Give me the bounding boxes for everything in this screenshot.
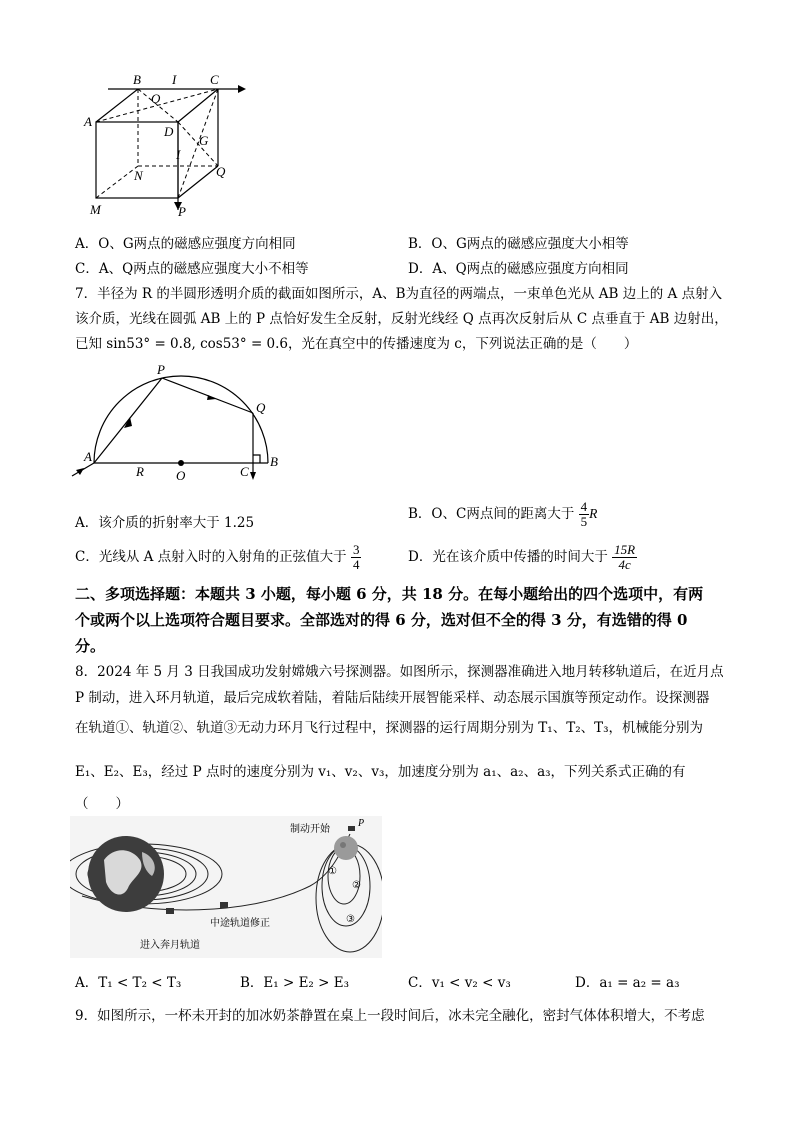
- q7-option-c-numerator: 3: [352, 542, 360, 557]
- orbit-label-2: ②: [352, 880, 361, 891]
- q7-option-b-denominator: 5: [580, 514, 588, 529]
- orbit-label-3: ③: [346, 914, 355, 925]
- q6-option-d[interactable]: D．A、Q两点的磁感应强度方向相同: [408, 261, 629, 277]
- q8-stem-line1: 8．2024 年 5 月 3 日我国成功发射嫦娥六号探测器。如图所示，探测器准确进入地月转移轨道后，在近月点: [75, 664, 724, 680]
- q7-option-b-fraction: [579, 500, 590, 529]
- q7-option-b-tail: R: [589, 506, 598, 521]
- cube-label-D: D: [164, 124, 174, 139]
- q6-option-a[interactable]: A．O、G两点的磁感应强度方向相同: [75, 236, 296, 252]
- cube-label-I-mid: I: [176, 147, 181, 162]
- cube-label-N: N: [134, 168, 143, 183]
- q7-stem-line1: 7．半径为 R 的半圆形透明介质的截面如图所示，A、B为直径的两端点，一束单色光从 AB 边上的 A 点射入: [75, 286, 723, 302]
- orbit-label-braking: 制动开始: [290, 824, 330, 835]
- q8-option-d[interactable]: D．a₁ = a₂ = a₃: [575, 975, 680, 991]
- q7-option-c-denominator: 4: [352, 557, 360, 572]
- semicircle-label-B: B: [270, 454, 278, 469]
- q7-option-a[interactable]: A．该介质的折射率大于 1.25: [75, 515, 255, 531]
- section2-heading-line2: 个或两个以上选项符合题目要求。全部选对的得 6 分，选对但不全的得 3 分，有选错的得 0: [75, 611, 688, 629]
- q6-option-b[interactable]: B．O、G两点的磁感应强度大小相等: [408, 236, 629, 252]
- semicircle-label-O: O: [176, 468, 186, 483]
- semicircle-label-C: C: [240, 464, 249, 479]
- q7-option-d-denominator: 4c: [618, 557, 631, 572]
- q8-stem-line2: P 制动，进入环月轨道，最后完成软着陆，着陆后陆续开展智能采样、动态展示国旗等预定动作。设探测器: [75, 690, 710, 706]
- q8-option-a[interactable]: A．T₁ < T₂ < T₃: [75, 975, 182, 991]
- cube-label-A: A: [84, 114, 92, 129]
- orbit-figure: [70, 816, 382, 958]
- cube-label-Q: Q: [216, 164, 226, 179]
- orbit-label-1: ①: [328, 866, 337, 877]
- orbit-label-P: P: [358, 818, 365, 829]
- q6-option-c[interactable]: C．A、Q两点的磁感应强度大小不相等: [75, 261, 309, 277]
- cube-label-B: B: [133, 72, 141, 87]
- cube-label-P: P: [178, 204, 186, 219]
- q7-option-d-numerator: 15R: [614, 542, 636, 557]
- q7-option-d[interactable]: [408, 543, 637, 572]
- q7-option-d-fraction: [612, 543, 637, 572]
- q7-option-b-text: B．O、C两点间的距离大于: [408, 506, 575, 522]
- section2-heading-line3: 分。: [75, 637, 106, 655]
- moon-globe: [334, 836, 358, 860]
- semicircle-label-A: A: [84, 449, 92, 464]
- q8-option-c[interactable]: C．v₁ < v₂ < v₃: [408, 975, 511, 991]
- q8-option-b[interactable]: B．E₁ > E₂ > E₃: [240, 975, 350, 991]
- q8-stem-line4: E₁、E₂、E₃，经过 P 点时的速度分别为 v₁、v₂、v₃，加速度分别为 a₁、a₂、a₃，下列关系式正确的有: [75, 764, 686, 780]
- cube-label-M: M: [90, 202, 101, 217]
- cube-label-I-top: I: [172, 72, 177, 87]
- q7-option-c[interactable]: [75, 543, 361, 572]
- q7-stem-line2: 该介质，光线在圆弧 AB 上的 P 点恰好发生全反射，反射光线经 Q 点再次反射后从 C 点垂直于 AB 边射出，: [75, 311, 728, 327]
- semicircle-label-R: R: [136, 464, 144, 479]
- q7-stem-line3: 已知 sin53° = 0.8, cos53° = 0.6，光在真空中的传播速度为 c，下列说法正确的是（ ）: [75, 336, 638, 352]
- section2-heading-line1: 二、多项选择题：本题共 3 小题，每小题 6 分，共 18 分。在每小题给出的四个选项中，有两: [75, 585, 704, 603]
- cube-figure: [78, 68, 258, 220]
- semicircle-label-Q: Q: [256, 400, 266, 415]
- q7-option-d-text: D．光在该介质中传播的时间大于: [408, 549, 608, 565]
- q7-option-b-numerator: 4: [580, 499, 588, 514]
- q7-option-c-text: C．光线从 A 点射入时的入射角的正弦值大于: [75, 549, 347, 565]
- semicircle-label-P: P: [157, 362, 165, 377]
- cube-label-C: C: [210, 72, 219, 87]
- q9-stem-line1: 9．如图所示，一杯未开封的加冰奶茶静置在桌上一段时间后，冰未完全融化，密封气体体积增大，不考虑: [75, 1008, 705, 1024]
- orbit-label-correction: 中途轨道修正: [210, 918, 270, 929]
- semicircle-figure: [66, 362, 286, 484]
- cube-label-O: O: [151, 91, 161, 106]
- q8-stem-line3: 在轨道①、轨道②、轨道③无动力环月飞行过程中，探测器的运行周期分别为 T₁、T₂、T₃，机械能分别为: [75, 720, 704, 736]
- q7-option-b[interactable]: [408, 500, 597, 529]
- q8-stem-line5: （ ）: [75, 796, 129, 812]
- orbit-label-transfer: 进入奔月轨道: [140, 940, 200, 951]
- cube-label-G: G: [199, 133, 209, 148]
- q7-option-c-fraction: [351, 543, 362, 572]
